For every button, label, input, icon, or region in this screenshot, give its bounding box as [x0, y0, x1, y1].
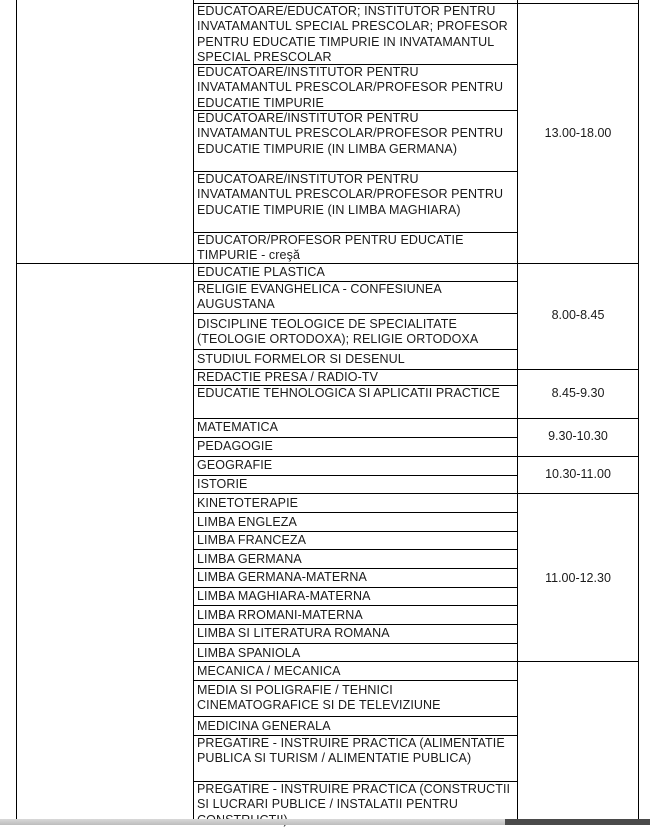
table-cell-time: 9.30-10.30	[548, 429, 608, 443]
table-cell-subject: LIMBA RROMANI-MATERNA	[197, 608, 363, 622]
table-cell-subject: EDUCATOARE/EDUCATOR; INSTITUTOR PENTRU INVATAMANTUL SPECIAL PRESCOLAR; PROFESOR PENTRU EDUCATIE TIMPURIE IN INVATAMANTUL SPECIAL PRESCOLAR	[197, 4, 508, 64]
table-cell-time: 8.45-9.30	[551, 386, 605, 400]
table-cell-subject: EDUCATOARE/INSTITUTOR PENTRU INVATAMANTUL PRESCOLAR/PROFESOR PENTRU EDUCATIE TIMPURIE (IN LIMBA MAGHIARA)	[197, 172, 504, 217]
table-border-col2	[517, 0, 518, 819]
row-divider	[193, 349, 518, 350]
table-cell-subject: LIMBA GERMANA-MATERNA	[197, 570, 367, 584]
table-cell-subject: RELIGIE EVANGHELICA - CONFESIUNEA AUGUSTANA	[197, 282, 442, 312]
table-cell-subject: LIMBA SI LITERATURA ROMANA	[197, 626, 390, 640]
table-cell-subject: REDACTIE PRESA / RADIO-TV	[197, 370, 379, 384]
row-divider	[193, 643, 518, 644]
row-divider	[193, 568, 518, 569]
row-divider	[193, 475, 518, 476]
table-cell-subject: EDUCATIE PLASTICA	[197, 265, 325, 279]
table-cell-subject: ISTORIE	[197, 477, 248, 491]
table-cell-subject: DISCIPLINE TEOLOGICE DE SPECIALITATE (TEOLOGIE ORTODOXA); RELIGIE ORTODOXA	[197, 317, 479, 347]
row-divider	[193, 624, 518, 625]
table-cell-subject: STUDIUL FORMELOR SI DESENUL	[197, 352, 405, 366]
slot-divider	[193, 456, 639, 457]
table-border-left	[16, 0, 17, 819]
table-cell-time: 8.00-8.45	[551, 308, 605, 322]
row-divider	[193, 531, 518, 532]
table-cell-time: 10.30-11.00	[545, 467, 611, 481]
table-cell-subject: EDUCATIE TEHNOLOGICA SI APLICATII PRACTICE	[197, 386, 500, 400]
row-divider	[193, 437, 518, 438]
table-cell-subject: PREGATIRE - INSTRUIRE PRACTICA (ALIMENTATIE PUBLICA SI TURISM / ALIMENTATIE PUBLICA)	[197, 736, 505, 766]
table-cell-subject: LIMBA MAGHIARA-MATERNA	[197, 589, 371, 603]
table-cell-subject: KINETOTERAPIE	[197, 496, 299, 510]
table-cell-subject: MEDIA SI POLIGRAFIE / TEHNICI CINEMATOGRAFICE SI DE TELEVIZIUNE	[197, 683, 441, 713]
table-cell-subject: LIMBA FRANCEZA	[197, 533, 307, 547]
table-cell-subject: MATEMATICA	[197, 420, 279, 434]
slot-divider	[193, 661, 639, 662]
table-cell-subject: GEOGRAFIE	[197, 458, 273, 472]
window-bottom-dark-edge	[505, 819, 650, 825]
table-cell-subject: MECANICA / MECANICA	[197, 664, 341, 678]
table-cell-subject: EDUCATOR/PROFESOR PENTRU EDUCATIE TIMPURIE - creşă	[197, 233, 464, 263]
table-cell-subject: EDUCATOARE/INSTITUTOR PENTRU INVATAMANTUL PRESCOLAR/PROFESOR PENTRU EDUCATIE TIMPURIE	[197, 65, 504, 110]
row-divider	[193, 512, 518, 513]
table-cell-subject: MEDICINA GENERALA	[197, 719, 331, 733]
row-divider	[193, 549, 518, 550]
row-divider	[193, 587, 518, 588]
slot-divider	[193, 418, 639, 419]
slot-divider	[193, 493, 639, 494]
table-cell-subject: LIMBA GERMANA	[197, 552, 302, 566]
row-divider	[193, 716, 518, 717]
row-divider	[193, 313, 518, 314]
group-separator	[16, 263, 639, 264]
table-cell-subject: LIMBA SPANIOLA	[197, 646, 301, 660]
table-cell-subject: EDUCATOARE/INSTITUTOR PENTRU INVATAMANTUL PRESCOLAR/PROFESOR PENTRU EDUCATIE TIMPURIE (IN LIMBA GERMANA)	[197, 111, 504, 156]
row-divider	[193, 680, 518, 681]
table-border-col1	[193, 0, 194, 819]
row-divider	[193, 605, 518, 606]
table-cell-time: 11.00-12.30	[545, 571, 611, 585]
table-cell-subject: PREGATIRE - INSTRUIRE PRACTICA (CONSTRUCTII SI LUCRARI PUBLICE / INSTALATII PENTRU	[197, 782, 511, 812]
table-cell-subject: LIMBA ENGLEZA	[197, 515, 297, 529]
table-border-right	[638, 0, 639, 819]
table-cell-time: 13.00-18.00	[544, 126, 612, 140]
table-cell-subject: PEDAGOGIE	[197, 439, 273, 453]
